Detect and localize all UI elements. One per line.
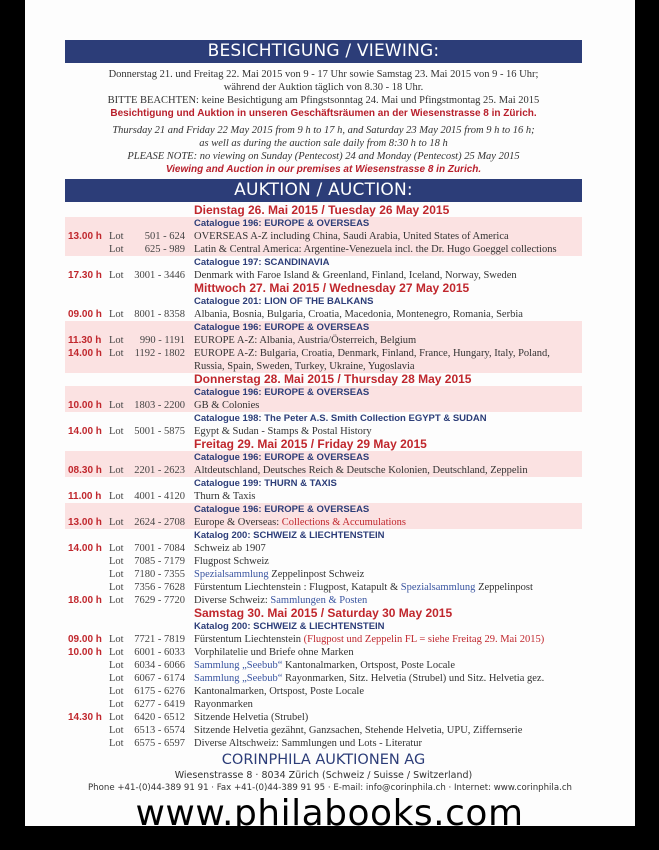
lot-row — [65, 698, 582, 711]
lot-row — [65, 646, 582, 659]
lot-row — [65, 724, 582, 737]
lot-label: Lot — [109, 556, 124, 567]
catalogue-heading — [65, 451, 582, 464]
lot-label: Lot — [109, 569, 124, 580]
description — [194, 334, 416, 347]
description-segment: Thurn & Taxis — [194, 491, 256, 502]
description-segment: EUROPE A-Z: Bulgaria, Croatia, Denmark, Finland, France, Hungary, Italy, Poland, — [194, 348, 550, 359]
catalogue-heading — [65, 217, 582, 230]
description — [194, 386, 369, 399]
viewing-en-line1: Thursday 21 and Friday 22 May 2015 from 9 h to 17 h, and Saturday 23 May 2015 from 9 h to 16 h; — [112, 125, 535, 136]
description-segment: EUROPE A-Z: Albania, Austria/Österreich, Belgium — [194, 335, 417, 346]
description-segment: Sammlung „Seebub“ — [194, 673, 283, 684]
lot-row — [65, 581, 582, 594]
session-time: 18.00 h — [68, 595, 102, 606]
description — [194, 347, 550, 360]
day-heading — [65, 373, 582, 386]
lot-range: 2624 - 2708 — [134, 517, 185, 528]
description — [194, 438, 427, 451]
lot-range: 2201 - 2623 — [134, 465, 185, 476]
lot-range: 6513 - 6574 — [134, 725, 185, 736]
lot-label: Lot — [109, 517, 124, 528]
lot-row — [65, 568, 582, 581]
description-segment: Spezialsammlung — [194, 569, 269, 580]
description — [194, 477, 337, 490]
auction-schedule — [65, 204, 582, 750]
lot-range: 7721 - 7819 — [134, 634, 185, 645]
catalogue-heading — [65, 386, 582, 399]
description — [194, 581, 533, 594]
lot-label: Lot — [109, 465, 124, 476]
description-segment: Schweiz ab 1907 — [194, 543, 266, 554]
session-time: 13.00 h — [68, 517, 102, 528]
description-segment: Sammlung „Seebub“ — [194, 660, 283, 671]
lot-row — [65, 672, 582, 685]
description-segment: Mittwoch 27. Mai 2015 / Wednesday 27 May 2015 — [194, 281, 470, 295]
description-segment: Denmark with Faroe Island & Greenland, Finland, Iceland, Norway, Sweden — [194, 270, 517, 281]
lot-label: Lot — [109, 348, 124, 359]
session-time: 08.30 h — [68, 465, 102, 476]
lot-label: Lot — [109, 244, 124, 255]
lot-row — [65, 659, 582, 672]
lot-row — [65, 685, 582, 698]
description — [194, 711, 308, 724]
lot-range: 6034 - 6066 — [134, 660, 185, 671]
description-segment: Kantonalmarken, Ortspost, Poste Locale — [194, 686, 364, 697]
lot-row — [65, 737, 582, 750]
description — [194, 412, 487, 425]
description — [194, 555, 269, 568]
description — [194, 464, 528, 477]
lot-range: 1192 - 1802 — [134, 348, 185, 359]
lot-label: Lot — [109, 738, 124, 749]
auction-header: AUKTION / AUCTION: — [65, 179, 582, 202]
lot-row — [65, 516, 582, 529]
viewing-de-location: Besichtigung und Auktion in unseren Geschäftsräumen an der Wiesenstrasse 8 in Zürich. — [110, 108, 537, 119]
lot-label: Lot — [109, 595, 124, 606]
description-segment: Flugpost Schweiz — [194, 556, 269, 567]
description — [194, 685, 364, 698]
description — [194, 217, 369, 230]
lot-row — [65, 555, 582, 568]
catalogue-heading — [65, 503, 582, 516]
catalogue-heading — [65, 529, 582, 542]
lot-label: Lot — [109, 725, 124, 736]
description-segment: Rayonmarken, Sitz. Helvetia (Strubel) und Sitz. Helvetia gez. — [282, 673, 545, 684]
description-segment: Rayonmarken — [194, 699, 253, 710]
lot-row — [65, 347, 582, 360]
description-segment: Albania, Bosnia, Bulgaria, Croatia, Macedonia, Montenegro, Romania, Serbia — [194, 309, 523, 320]
description-segment: Catalogue 196: EUROPE & OVERSEAS — [194, 387, 370, 398]
lot-label: Lot — [109, 335, 124, 346]
lot-range: 6175 - 6276 — [134, 686, 185, 697]
lot-range: 7085 - 7179 — [134, 556, 185, 567]
description-segment: Vorphilatelie und Briefe ohne Marken — [194, 647, 354, 658]
description-segment: Egypt & Sudan - Stamps & Postal History — [194, 426, 372, 437]
company-contact: Phone +41-(0)44-389 91 91 · Fax +41-(0)44-389 91 95 · E-mail: info@corinphila.ch · Internet: www.corinphila.ch — [88, 783, 572, 793]
description — [194, 243, 557, 256]
session-time: 11.00 h — [68, 491, 102, 502]
description — [194, 724, 522, 737]
viewing-en-note: PLEASE NOTE: no viewing on Sunday (Pentecost) 24 and Monday (Pentecost) 25 May 2015 — [127, 151, 520, 162]
description — [194, 282, 469, 295]
description — [194, 659, 455, 672]
lot-range: 8001 - 8358 — [134, 309, 185, 320]
lot-row — [65, 490, 582, 503]
description — [194, 321, 369, 334]
document-page — [25, 0, 635, 826]
description — [194, 451, 369, 464]
viewing-en-line2: as well as during the auction sale daily from 8:30 h to 18 h — [199, 138, 448, 149]
lot-label: Lot — [109, 686, 124, 697]
lot-label: Lot — [109, 699, 124, 710]
description-segment: Catalogue 196: EUROPE & OVERSEAS — [194, 452, 370, 463]
lot-range: 625 - 989 — [144, 244, 185, 255]
description — [194, 620, 385, 633]
viewing-header: BESICHTIGUNG / VIEWING: — [65, 40, 582, 63]
lot-row — [65, 633, 582, 646]
description-segment: Catalogue 199: THURN & TAXIS — [194, 478, 337, 489]
description — [194, 672, 544, 685]
description-segment: Collections & Accumulations — [281, 517, 407, 528]
lot-range: 7001 - 7084 — [134, 543, 185, 554]
description — [194, 516, 406, 529]
catalogue-heading — [65, 321, 582, 334]
session-time: 10.00 h — [68, 400, 102, 411]
lot-label: Lot — [109, 673, 124, 684]
description-segment: Catalogue 198: The Peter A.S. Smith Collection EGYPT & SUDAN — [194, 413, 487, 424]
viewing-de-note: BITTE BEACHTEN: keine Besichtigung am Pfingstsonntag 24. Mai und Pfingstmontag 25. Mai 2015 — [107, 95, 540, 106]
description-segment: Europe & Overseas: — [194, 517, 282, 528]
catalogue-heading — [65, 477, 582, 490]
description-segment: Catalogue 196: EUROPE & OVERSEAS — [194, 218, 370, 229]
description-segment: Catalogue 197: SCANDINAVIA — [194, 257, 330, 268]
description — [194, 607, 452, 620]
session-time: 10.00 h — [68, 647, 102, 658]
description — [194, 568, 364, 581]
lot-range: 4001 - 4120 — [134, 491, 185, 502]
description-segment: Samstag 30. Mai 2015 / Saturday 30 May 2015 — [194, 606, 453, 620]
lot-range: 6277 - 6419 — [134, 699, 185, 710]
lot-range: 3001 - 3446 — [134, 270, 185, 281]
lot-label: Lot — [109, 231, 124, 242]
lot-label: Lot — [109, 491, 124, 502]
viewing-en-location: Viewing and Auction in our premises at Wiesenstrasse 8 in Zurich. — [165, 164, 482, 175]
session-time: 09.00 h — [68, 309, 102, 320]
lot-range: 6420 - 6512 — [134, 712, 185, 723]
description-segment: Catalogue 196: EUROPE & OVERSEAS — [194, 322, 370, 333]
description — [194, 230, 509, 243]
lot-range: 7629 - 7720 — [134, 595, 185, 606]
description-segment: GB & Colonies — [194, 400, 260, 411]
catalogue-heading — [65, 295, 582, 308]
day-heading — [65, 282, 582, 295]
lot-row — [65, 334, 582, 347]
description-segment: Catalogue 196: EUROPE & OVERSEAS — [194, 504, 370, 515]
day-heading — [65, 607, 582, 620]
description-segment: OVERSEAS A-Z including China, Saudi Arabia, United States of America — [194, 231, 509, 242]
session-time: 14.00 h — [68, 348, 102, 359]
description-segment: (Flugpost und Zeppelin FL = siehe Freitag 29. Mai 2015) — [303, 634, 545, 645]
description — [194, 646, 354, 659]
lot-row — [65, 243, 582, 256]
day-heading — [65, 204, 582, 217]
lot-range: 6001 - 6033 — [134, 647, 185, 658]
lot-range: 6575 - 6597 — [134, 738, 185, 749]
description — [194, 542, 266, 555]
description-segment: Sitzende Helvetia (Strubel) — [194, 712, 309, 723]
description-segment: Kantonalmarken, Ortspost, Poste Locale — [282, 660, 455, 671]
description-segment: Russia, Spain, Sweden, Turkey, Ukraine, Yugoslavia — [194, 361, 415, 372]
description-segment: Katalog 200: SCHWEIZ & LIECHTENSTEIN — [194, 530, 385, 541]
description-segment: Katalog 200: SCHWEIZ & LIECHTENSTEIN — [194, 621, 385, 632]
lot-range: 7356 - 7628 — [134, 582, 185, 593]
description-segment: Fürstentum Liechtenstein — [194, 634, 304, 645]
catalogue-heading — [65, 412, 582, 425]
description — [194, 256, 330, 269]
lot-range: 501 - 624 — [144, 231, 185, 242]
session-time: 14.30 h — [68, 712, 102, 723]
description — [194, 698, 253, 711]
lot-range: 6067 - 6174 — [134, 673, 185, 684]
watermark: www.philabooks.com — [135, 793, 524, 834]
description-segment: Freitag 29. Mai 2015 / Friday 29 May 2015 — [194, 437, 427, 451]
session-time: 09.00 h — [68, 634, 102, 645]
description — [194, 204, 449, 217]
lot-range: 5001 - 5875 — [134, 426, 185, 437]
description — [194, 308, 523, 321]
lot-row — [65, 230, 582, 243]
lot-row — [65, 399, 582, 412]
session-time: 17.30 h — [68, 270, 102, 281]
description — [194, 529, 385, 542]
session-time: 14.00 h — [68, 543, 102, 554]
description — [194, 399, 259, 412]
lot-label: Lot — [109, 582, 124, 593]
description — [194, 503, 369, 516]
description — [194, 633, 544, 646]
description-segment: Donnerstag 28. Mai 2015 / Thursday 28 May 2015 — [194, 372, 472, 386]
lot-row — [65, 308, 582, 321]
company-name: CORINPHILA AUKTIONEN AG — [221, 752, 426, 768]
description-segment: Altdeutschland, Deutsches Reich & Deutsche Kolonien, Deutschland, Zeppelin — [194, 465, 528, 476]
lot-label: Lot — [109, 543, 124, 554]
session-time: 13.00 h — [68, 231, 102, 242]
viewing-de-line2: während der Auktion täglich von 8.30 - 18 Uhr. — [223, 82, 424, 93]
viewing-de-line1: Donnerstag 21. und Freitag 22. Mai 2015 von 9 - 17 Uhr sowie Samstag 23. Mai 2015 von 9 - 16 Uhr; — [108, 69, 539, 80]
description — [194, 373, 471, 386]
description-segment: Sammlungen & Posten — [270, 595, 368, 606]
lot-range: 990 - 1191 — [139, 335, 185, 346]
description-segment: Dienstag 26. Mai 2015 / Tuesday 26 May 2015 — [194, 203, 450, 217]
lot-label: Lot — [109, 660, 124, 671]
session-time: 11.30 h — [68, 335, 102, 346]
description-segment: Diverse Schweiz: — [194, 595, 271, 606]
lot-label: Lot — [109, 426, 124, 437]
lot-row — [65, 542, 582, 555]
lot-label: Lot — [109, 647, 124, 658]
lot-range: 1803 - 2200 — [134, 400, 185, 411]
company-address: Wiesenstrasse 8 · 8034 Zürich (Schweiz / Suisse / Switzerland) — [174, 770, 473, 781]
description — [194, 737, 422, 750]
description-segment: Diverse Altschweiz: Sammlungen und Lots - Literatur — [194, 738, 423, 749]
lot-label: Lot — [109, 712, 124, 723]
lot-row — [65, 711, 582, 724]
day-heading — [65, 438, 582, 451]
lot-range: 7180 - 7355 — [134, 569, 185, 580]
description-segment: Spezialsammlung — [400, 582, 476, 593]
session-time: 14.00 h — [68, 426, 102, 437]
lot-label: Lot — [109, 400, 124, 411]
lot-label: Lot — [109, 270, 124, 281]
catalogue-heading — [65, 620, 582, 633]
catalogue-heading — [65, 256, 582, 269]
lot-row — [65, 464, 582, 477]
lot-label: Lot — [109, 634, 124, 645]
description-segment: Latin & Central America: Argentine-Venezuela incl. the Dr. Hugo Goeggel collections — [194, 244, 557, 255]
lot-label: Lot — [109, 309, 124, 320]
description-segment: Zeppelinpost Schweiz — [268, 569, 365, 580]
description — [194, 295, 373, 308]
description-segment: Zeppelinpost — [475, 582, 533, 593]
description-segment: Fürstentum Liechtenstein : Flugpost, Katapult & — [194, 582, 401, 593]
description-segment: Sitzende Helvetia gezähnt, Ganzsachen, Stehende Helvetia, UPU, Ziffernserie — [194, 725, 523, 736]
description-segment: Catalogue 201: LION OF THE BALKANS — [194, 296, 374, 307]
description — [194, 490, 255, 503]
